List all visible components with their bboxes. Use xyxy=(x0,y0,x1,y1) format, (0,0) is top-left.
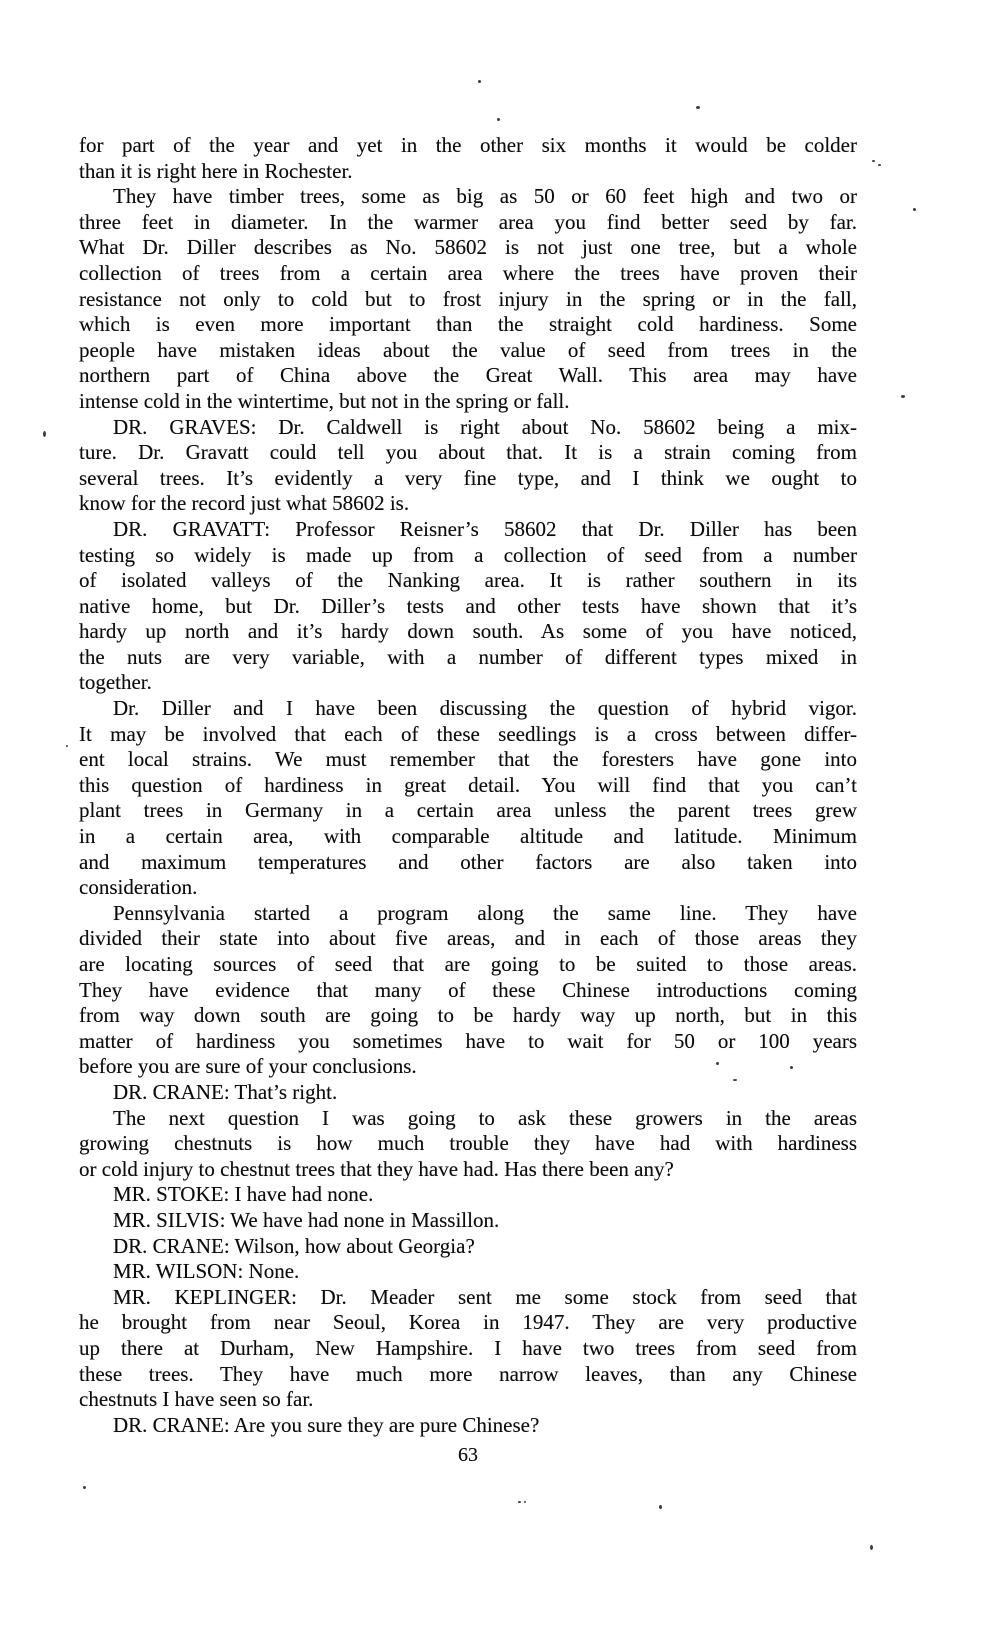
paragraph xyxy=(79,1080,857,1106)
ink-speck xyxy=(497,118,500,121)
text-line: know for the record just what 58602 is. xyxy=(79,491,410,516)
text-line: from way down south are going to be hardy way up north, but in this xyxy=(79,1003,857,1028)
ink-speck xyxy=(901,395,905,398)
text-line: resistance not only to cold but to frost injury in the spring or in the fall, xyxy=(79,286,857,311)
text-line: these trees. They have much more narrow leaves, than any Chinese xyxy=(79,1361,857,1386)
ink-speck xyxy=(790,1066,793,1069)
text-line: than it is right here in Rochester. xyxy=(79,158,353,183)
text-block xyxy=(79,133,857,1438)
text-line: people have mistaken ideas about the value of seed from trees in the xyxy=(79,337,857,362)
text-line: Dr. Diller and I have been discussing the question of hybrid vigor. xyxy=(113,696,857,721)
text-line: Pennsylvania started a program along the same line. They have xyxy=(113,900,857,925)
text-line: the nuts are very variable, with a number of different types mixed in xyxy=(79,644,857,669)
text-line: three feet in diameter. In the warmer area you find better seed by far. xyxy=(79,209,857,234)
text-line: DR. CRANE: Wilson, how about Georgia? xyxy=(113,1233,475,1258)
text-line: DR. CRANE: Are you sure they are pure Chinese? xyxy=(113,1412,540,1437)
text-line: for part of the year and yet in the other six months it would be colder xyxy=(79,133,857,157)
text-line: this question of hardiness in great detail. You will find that you can’t xyxy=(79,772,857,797)
text-line: plant trees in Germany in a certain area unless the parent trees grew xyxy=(79,798,857,823)
text-line: intense cold in the wintertime, but not in the spring or fall. xyxy=(79,388,570,413)
ink-speck xyxy=(716,1062,719,1065)
text-line: several trees. It’s evidently a very fine type, and I think we ought to xyxy=(79,465,857,490)
text-line: testing so widely is made up from a collection of seed from a number xyxy=(79,542,857,567)
paragraph xyxy=(79,1208,857,1234)
paragraph xyxy=(79,1182,857,1208)
ink-speck xyxy=(870,1545,873,1550)
text-line: growing chestnuts is how much trouble they have had with hardiness xyxy=(79,1131,857,1156)
text-line: consideration. xyxy=(79,875,198,900)
text-line: chestnuts I have seen so far. xyxy=(79,1387,314,1412)
text-line: of isolated valleys of the Nanking area. It is rather southern in its xyxy=(79,568,857,593)
ink-speck xyxy=(733,1079,737,1081)
text-line: The next question I was going to ask these growers in the areas xyxy=(113,1105,857,1130)
text-line: together. xyxy=(79,670,152,695)
text-line: or cold injury to chestnut trees that they have had. Has there been any? xyxy=(79,1156,674,1181)
text-line: They have timber trees, some as big as 50 or 60 feet high and two or xyxy=(113,184,857,209)
paragraph xyxy=(79,1106,857,1183)
text-line: which is even more important than the straight cold hardiness. Some xyxy=(79,312,857,337)
text-line: and maximum temperatures and other factors are also taken into xyxy=(79,849,857,874)
paragraph xyxy=(79,133,857,184)
ink-speck xyxy=(83,1486,86,1489)
text-line: It may be involved that each of these seedlings is a cross between differ- xyxy=(79,721,857,746)
paragraph xyxy=(79,1413,857,1439)
text-line: in a certain area, with comparable altitude and latitude. Minimum xyxy=(79,824,857,849)
paragraph xyxy=(79,696,857,901)
text-line: What Dr. Diller describes as No. 58602 is not just one tree, but a whole xyxy=(79,235,857,260)
text-line: native home, but Dr. Diller’s tests and other tests have shown that it’s xyxy=(79,593,857,618)
ink-speck xyxy=(43,431,46,437)
text-line: MR. WILSON: None. xyxy=(113,1259,300,1284)
text-line: MR. SILVIS: We have had none in Massillon. xyxy=(113,1207,500,1232)
text-line: up there at Durham, New Hampshire. I have two trees from seed from xyxy=(79,1335,857,1360)
text-line: MR. STOKE: I have had none. xyxy=(113,1182,374,1207)
ink-speck xyxy=(878,164,881,166)
paragraph xyxy=(79,415,857,517)
text-line: before you are sure of your conclusions. xyxy=(79,1054,417,1079)
paragraph xyxy=(79,1285,857,1413)
ink-speck xyxy=(66,745,68,747)
text-line: MR. KEPLINGER: Dr. Meader sent me some stock from seed that xyxy=(113,1284,857,1309)
text-line: collection of trees from a certain area where the trees have proven their xyxy=(79,260,857,285)
text-line: DR. GRAVES: Dr. Caldwell is right about No. 58602 being a mix- xyxy=(113,414,857,439)
ink-speck xyxy=(913,208,916,211)
ink-speck xyxy=(872,160,875,162)
page-number: 63 xyxy=(458,1444,478,1466)
text-line: northern part of China above the Great Wall. This area may have xyxy=(79,363,857,388)
text-line: DR. GRAVATT: Professor Reisner’s 58602 that Dr. Diller has been xyxy=(113,516,857,541)
text-line: They have evidence that many of these Chinese introductions coming xyxy=(79,977,857,1002)
paragraph xyxy=(79,517,857,696)
paragraph xyxy=(79,1259,857,1285)
text-line: divided their state into about five areas, and in each of those areas they xyxy=(79,926,857,951)
paragraph xyxy=(79,184,857,414)
paragraph xyxy=(79,1234,857,1260)
text-line: are locating sources of seed that are going to be suited to those areas. xyxy=(79,952,857,976)
text-line: he brought from near Seoul, Korea in 1947. They are very productive xyxy=(79,1310,857,1335)
text-line: ent local strains. We must remember that the foresters have gone into xyxy=(79,747,857,772)
ink-speck xyxy=(524,1501,526,1503)
ink-speck xyxy=(518,1501,521,1503)
ink-speck xyxy=(659,1505,662,1509)
text-line: hardy up north and it’s hardy down south. As some of you have noticed, xyxy=(79,619,857,644)
ink-speck xyxy=(478,80,481,83)
text-line: ture. Dr. Gravatt could tell you about that. It is a strain coming from xyxy=(79,440,857,465)
text-line: matter of hardiness you sometimes have to wait for 50 or 100 years xyxy=(79,1028,857,1053)
ink-speck xyxy=(696,106,700,109)
text-line: DR. CRANE: That’s right. xyxy=(113,1079,338,1104)
paragraph xyxy=(79,901,857,1080)
